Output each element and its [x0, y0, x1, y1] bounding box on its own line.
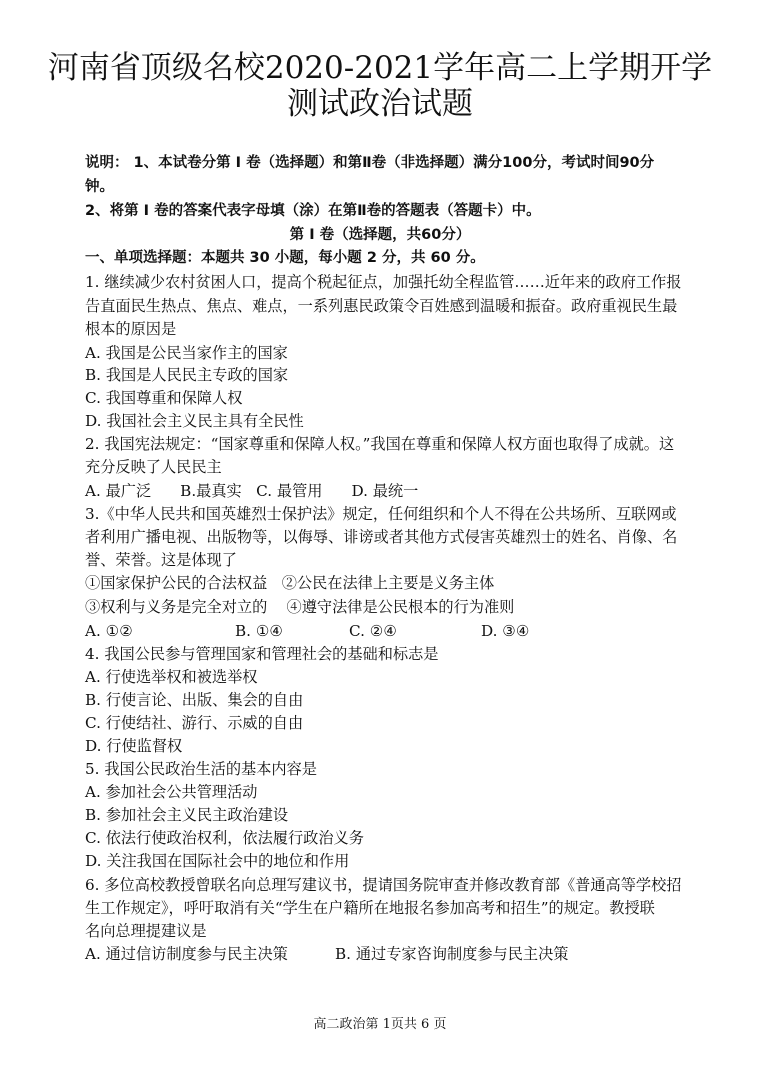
instructions-line1: 说明： 1、本试卷分第 Ⅰ 卷（选择题）和第Ⅱ卷（非选择题）满分100分，考试时间90分 [85, 155, 655, 171]
q2-stem-line1: 2. 我国宪法规定：“国家尊重和保障人权。”我国在尊重和保障人权方面也取得了成就。这 [85, 435, 675, 453]
q5-stem: 5. 我国公民政治生活的基本内容是 [85, 760, 317, 778]
q1-stem-line2: 告直面民生热点、焦点、难点，一系列惠民政策令百姓感到温暖和振奋。政府重视民生最 [85, 297, 678, 315]
q4-option-d: D. 行使监督权 [85, 737, 183, 755]
q2-stem-line2: 充分反映了人民民主 [85, 458, 222, 476]
q4-option-c: C. 行使结社、游行、示威的自由 [85, 714, 304, 732]
q3-option-c: C. ②④ [349, 622, 397, 640]
q3-option-d: D. ③④ [481, 622, 530, 640]
q1-stem-line3: 根本的原因是 [85, 320, 177, 338]
q4-option-a: A. 行使选举权和被选举权 [85, 668, 258, 686]
q4-option-b: B. 行使言论、出版、集会的自由 [85, 691, 304, 709]
q2-options: A. 最广泛 B.最真实 C. 最管用 D. 最统一 [85, 482, 419, 500]
q1-option-b: B. 我国是人民民主专政的国家 [85, 366, 289, 384]
exam-title-line2: 测试政治试题 [287, 86, 473, 122]
q6-option-a: A. 通过信访制度参与民主决策 [85, 945, 288, 963]
q3-option-a: A. ①② [85, 622, 133, 640]
q1-option-a: A. 我国是公民当家作主的国家 [85, 344, 288, 362]
exam-title-line1: 河南省顶级名校2020-2021学年高二上学期开学 [47, 50, 713, 86]
q3-statements-line1: ①国家保护公民的合法权益 ②公民在法律上主要是义务主体 [85, 574, 495, 592]
q6-stem-line1: 6. 多位高校教授曾联名向总理写建议书，提请国务院审查并修改教育部《普通高等学校招 [85, 876, 682, 894]
q6-stem-line2: 生工作规定》，呼吁取消有关“学生在户籍所在地报名参加高考和招生”的规定。教授联 [85, 899, 655, 917]
q3-stem-line2: 者利用广播电视、出版物等，以侮辱、诽谤或者其他方式侵害英雄烈士的姓名、肖像、名 [85, 528, 678, 546]
q6-option-b: B. 通过专家咨询制度参与民主决策 [335, 945, 569, 963]
part1-heading: 第 Ⅰ 卷（选择题，共60分） [289, 227, 471, 243]
q5-option-c: C. 依法行使政治权利，依法履行政治义务 [85, 829, 364, 847]
q5-option-a: A. 参加社会公共管理活动 [85, 783, 258, 801]
instructions-line3: 2、将第 Ⅰ 卷的答案代表字母填（涂）在第Ⅱ卷的答题表（答题卡）中。 [85, 203, 541, 219]
q3-statements-line2: ③权利与义务是完全对立的 ④遵守法律是公民根本的行为准则 [85, 598, 515, 616]
q6-stem-line3: 名向总理提建议是 [85, 922, 207, 940]
q1-option-d: D. 我国社会主义民主具有全民性 [85, 412, 304, 430]
q3-stem-line3: 誉、荣誉。这是体现了 [85, 551, 237, 569]
q5-option-b: B. 参加社会主义民主政治建设 [85, 806, 289, 824]
q3-option-b: B. ①④ [235, 622, 284, 640]
section-heading: 一、单项选择题：本题共 30 小题，每小题 2 分，共 60 分。 [85, 250, 485, 266]
q1-stem-line1: 1. 继续减少农村贫困人口，提高个税起征点，加强托幼全程监管……近年来的政府工作报 [85, 273, 682, 291]
q4-stem: 4. 我国公民参与管理国家和管理社会的基础和标志是 [85, 645, 439, 663]
q3-stem-line1: 3.《中华人民共和国英雄烈士保护法》规定，任何组织和个人不得在公共场所、互联网或 [85, 505, 677, 523]
page-footer: 高二政治第 1页共 6 页 [313, 1017, 447, 1032]
instructions-line2: 钟。 [85, 179, 114, 195]
q1-option-c: C. 我国尊重和保障人权 [85, 389, 243, 407]
q5-option-d: D. 关注我国在国际社会中的地位和作用 [85, 852, 350, 870]
